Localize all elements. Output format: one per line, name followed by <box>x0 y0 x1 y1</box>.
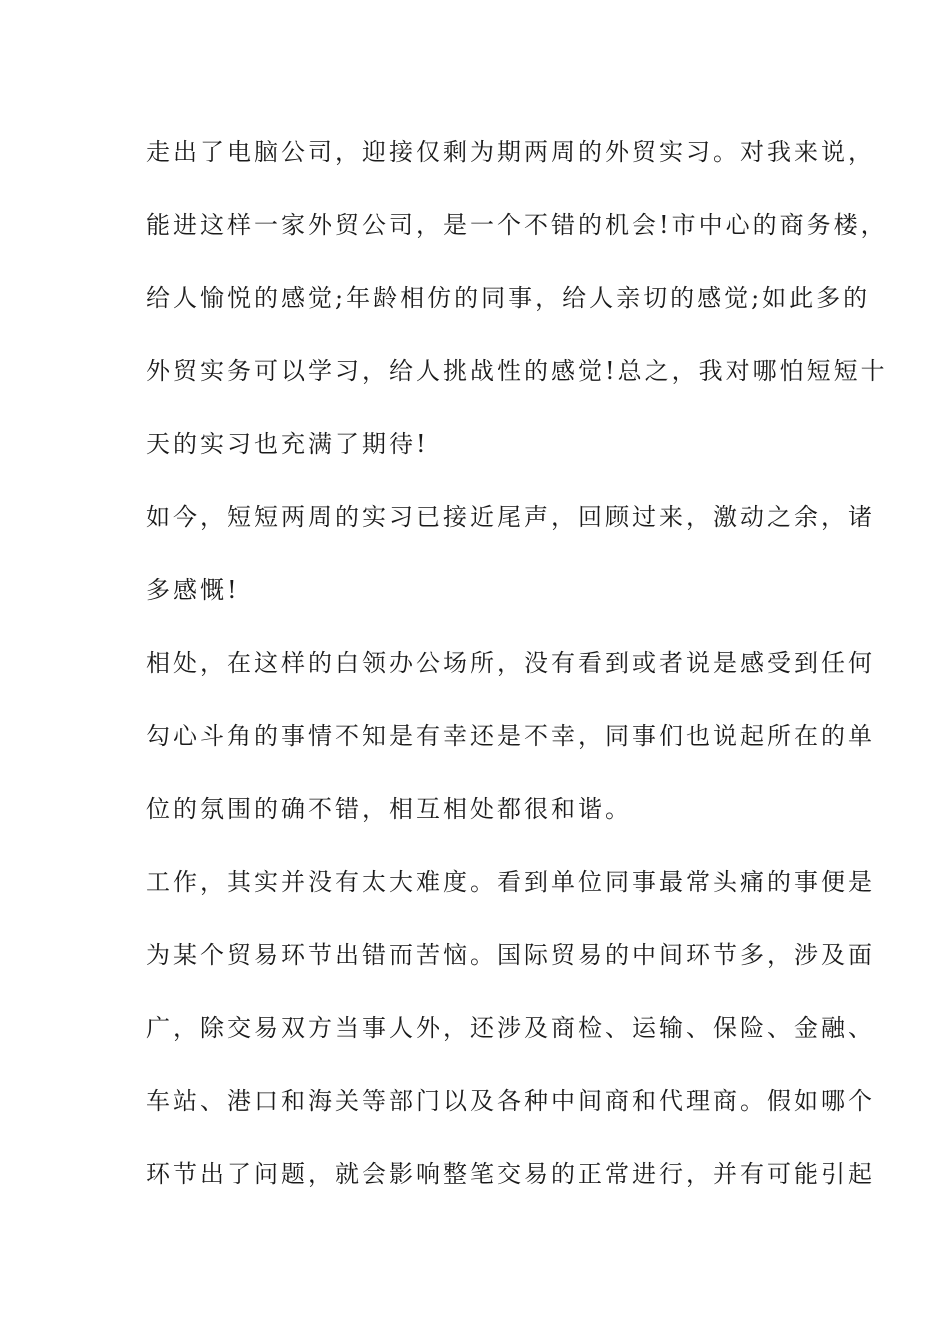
text-line: 相处，在这样的白领办公场所，没有看到或者说是感受到任何 <box>146 649 875 677</box>
text-line: 多感慨! <box>146 576 240 604</box>
text-line: 天的实习也充满了期待! <box>146 430 429 458</box>
body-text <box>146 132 888 1227</box>
text-line: 为某个贸易环节出错而苦恼。国际贸易的中间环节多，涉及面 <box>146 941 875 969</box>
text-line: 车站、港口和海关等部门以及各种中间商和代理商。假如哪个 <box>146 1087 875 1115</box>
text-line: 位的氛围的确不错，相互相处都很和谐。 <box>146 795 632 823</box>
text-line: 环节出了问题，就会影响整笔交易的正常进行，并有可能引起 <box>146 1160 875 1188</box>
text-line: 走出了电脑公司，迎接仅剩为期两周的外贸实习。对我来说， <box>146 138 875 166</box>
text-line: 如今，短短两周的实习已接近尾声，回顾过来，激动之余，诸 <box>146 503 875 531</box>
text-line: 给人愉悦的感觉;年龄相仿的同事，给人亲切的感觉;如此多的 <box>146 284 871 312</box>
text-line: 能进这样一家外贸公司，是一个不错的机会!市中心的商务楼， <box>146 211 888 239</box>
text-line: 外贸实务可以学习，给人挑战性的感觉!总之，我对哪怕短短十 <box>146 357 888 385</box>
text-line: 广，除交易双方当事人外，还涉及商检、运输、保险、金融、 <box>146 1014 875 1042</box>
text-line: 勾心斗角的事情不知是有幸还是不幸，同事们也说起所在的单 <box>146 722 875 750</box>
text-line: 工作，其实并没有太大难度。看到单位同事最常头痛的事便是 <box>146 868 875 896</box>
